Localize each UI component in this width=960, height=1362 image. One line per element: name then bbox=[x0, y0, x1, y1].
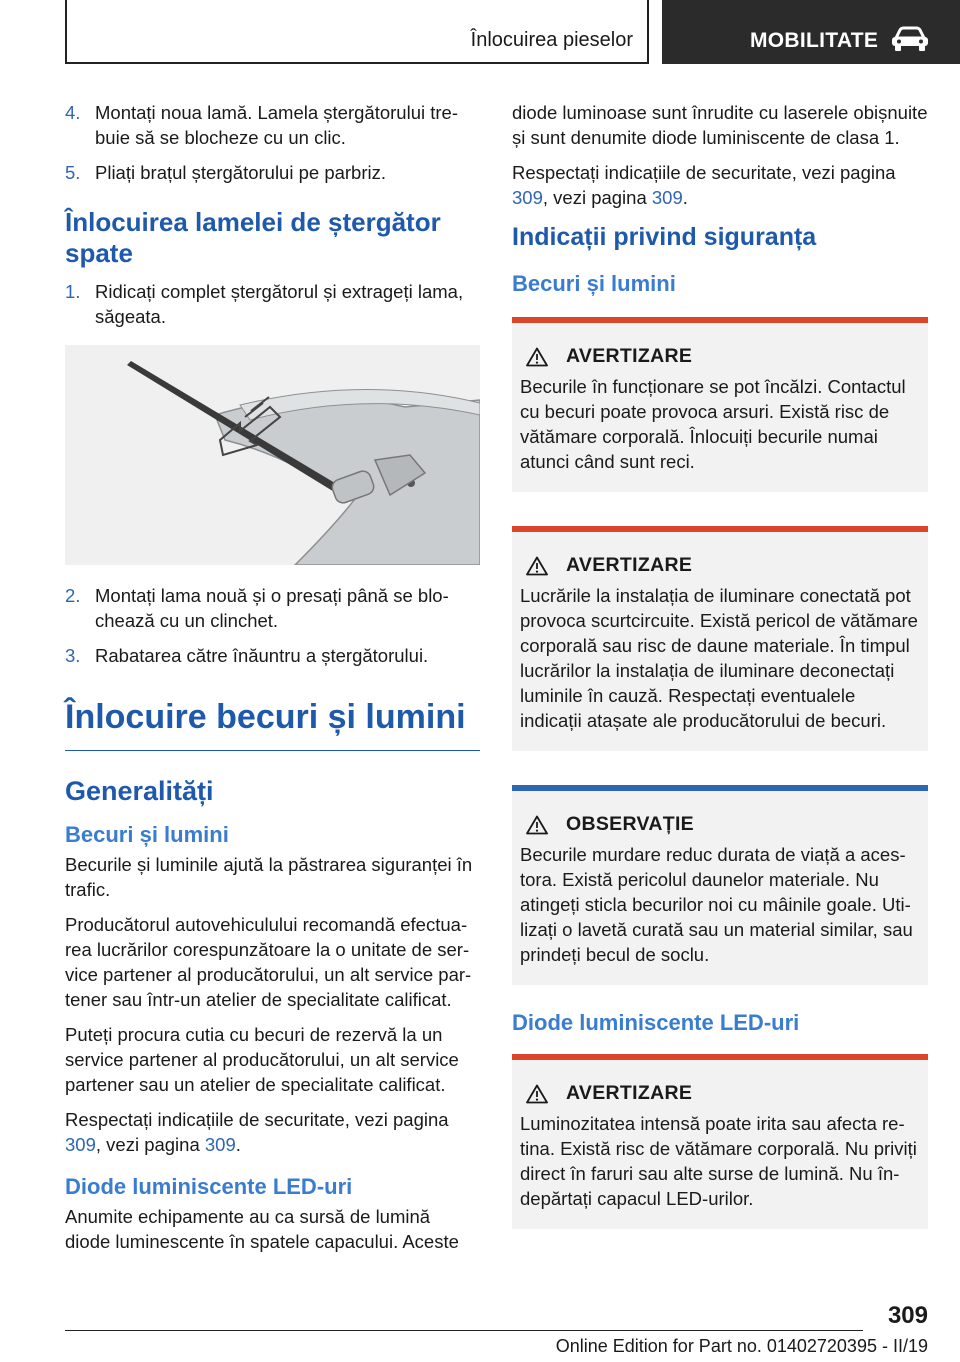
safety-reference bbox=[512, 160, 928, 210]
note-title: OBSERVAȚIE bbox=[566, 813, 694, 835]
paragraph: Producătorul autovehiculului recomandă efectuarea lucrărilor corespunzătoare la o unitate de service partener al producătorului, un alt service partener sau într-un atelier de specialitate calificat. bbox=[65, 914, 472, 1010]
bulbs-subheading: Becuri și lumini bbox=[512, 271, 676, 296]
warning-box bbox=[512, 317, 928, 492]
bulbs-subheading: Becuri și lumini bbox=[65, 822, 229, 847]
step-text: Montați noua lamă. Lamela ștergătorului trebuie să se blocheze cu un clic. bbox=[95, 102, 459, 148]
note-box bbox=[512, 785, 928, 985]
warning-box bbox=[512, 1054, 928, 1229]
warning-triangle-icon bbox=[526, 815, 548, 835]
rear-step-2 bbox=[65, 583, 480, 633]
text-fragment: Respectați indicațiile de securitate, vezi pagina bbox=[65, 1109, 449, 1130]
warning-text: Becurile în funcționare se pot încălzi. Contactul cu becuri poate provoca arsuri. Există risc de vătămare corporală. Înlocuiți becurile numai atunci când sunt reci. bbox=[520, 376, 906, 472]
warning-title: AVERTIZARE bbox=[566, 1082, 693, 1104]
warning-text: Lucrările la instalația de iluminare conectată pot provoca scurtcircuite. Există pericol de vătămare corporală sau risc de daune materiale. În timpul lucrărilor la instalația de iluminare deconectați luminile în cauză. Respectați eventualele indicații atașate ale producătorului de becuri. bbox=[520, 585, 918, 731]
step-text: Ridicați complet ștergătorul și extrageți lama, săgeata. bbox=[95, 281, 464, 327]
warning-header bbox=[520, 345, 920, 368]
step-4 bbox=[65, 100, 480, 150]
header-chapter-tab[interactable] bbox=[662, 0, 960, 64]
step-text: Pliați brațul ștergătorului pe parbriz. bbox=[95, 162, 387, 183]
page-link[interactable]: 309 bbox=[65, 1134, 96, 1155]
warning-header bbox=[520, 1082, 920, 1105]
step-number: 2. bbox=[65, 585, 81, 606]
step-5 bbox=[65, 160, 480, 185]
step-number: 4. bbox=[65, 102, 81, 123]
rear-wiper-illustration bbox=[65, 345, 480, 565]
step-number: 1. bbox=[65, 281, 81, 302]
chapter-tab-label: MOBILITATE bbox=[750, 29, 879, 52]
warning-text: Luminozitatea intensă poate irita sau afecta retina. Există risc de vătămare corporală. Nu priviți direct în faruri sau alte surse de lumină. Nu îndepărtați capacul LED-urilor. bbox=[520, 1113, 917, 1209]
warning-triangle-icon bbox=[526, 1084, 548, 1104]
rear-wiper-heading: Înlocuirea lamelei de ștergător spate bbox=[65, 207, 441, 268]
paragraph: Puteți procura cutia cu becuri de rezervă la un service partener al producătorului, un alt service partener sau un atelier de specialitate calificat. bbox=[65, 1024, 459, 1095]
paragraph: Anumite echipamente au ca sursă de lumină diode luminescente în spatele capacului. Aceste bbox=[65, 1206, 459, 1252]
text-fragment: Respectați indicațiile de securitate, vezi pagina bbox=[512, 162, 896, 183]
step-text: Montați lama nouă și o presați până se blochează cu un clinchet. bbox=[95, 585, 449, 631]
page-link[interactable]: 309 bbox=[651, 187, 683, 208]
right-column bbox=[512, 100, 928, 1251]
warning-triangle-icon bbox=[526, 556, 548, 576]
note-header bbox=[520, 813, 920, 836]
page-number: 309 bbox=[887, 1302, 928, 1329]
footer-edition: Online Edition for Part no. 01402720395 - II/19 bbox=[555, 1336, 928, 1356]
page-link[interactable]: 309 bbox=[204, 1134, 236, 1155]
safety-heading: Indicații privind siguranța bbox=[512, 223, 817, 251]
rear-step-1 bbox=[65, 279, 480, 329]
warning-title: AVERTIZARE bbox=[566, 345, 693, 367]
text-fragment: . bbox=[682, 187, 688, 208]
rear-step-3 bbox=[65, 643, 480, 668]
led-subheading: Diode luminiscente LED-uri bbox=[65, 1174, 353, 1199]
step-number: 5. bbox=[65, 162, 81, 183]
warning-box bbox=[512, 526, 928, 751]
warning-header bbox=[520, 554, 920, 577]
step-text: Rabatarea către înăuntru a ștergătorului. bbox=[95, 645, 429, 666]
text-fragment: . bbox=[235, 1134, 241, 1155]
paragraph: Becurile și luminile ajută la păstrarea siguranței în trafic. bbox=[65, 854, 473, 900]
footer-divider bbox=[65, 1330, 863, 1331]
page-link[interactable]: 309 bbox=[512, 187, 543, 208]
car-icon bbox=[890, 26, 930, 52]
led-subheading: Diode luminiscente LED-uri bbox=[512, 1010, 800, 1035]
safety-reference bbox=[65, 1107, 480, 1157]
text-fragment: , vezi pagina bbox=[95, 1134, 205, 1155]
paragraph: diode luminoase sunt înrudite cu laserele obișnuite și sunt denumite diode luminiscente de clasa 1. bbox=[512, 102, 928, 148]
warning-title: AVERTIZARE bbox=[566, 554, 693, 576]
bulbs-chapter-heading: Înlocuire becuri și lumini bbox=[65, 696, 480, 751]
warning-triangle-icon bbox=[526, 347, 548, 367]
text-fragment: , vezi pagina bbox=[542, 187, 652, 208]
note-text: Becurile murdare reduc durata de viață a acestora. Există pericolul daunelor materiale. Nu atingeți sticla becurilor noi cu mâinile goale. Utilizați o lavetă curată sau un material similar, sau prindeți becul de soclu. bbox=[520, 844, 913, 965]
header-section-box bbox=[65, 0, 649, 64]
general-heading: Generalități bbox=[65, 776, 214, 806]
step-number: 3. bbox=[65, 645, 81, 666]
header-section-title: Înlocuirea pieselor bbox=[470, 29, 633, 51]
left-column bbox=[65, 100, 480, 1264]
